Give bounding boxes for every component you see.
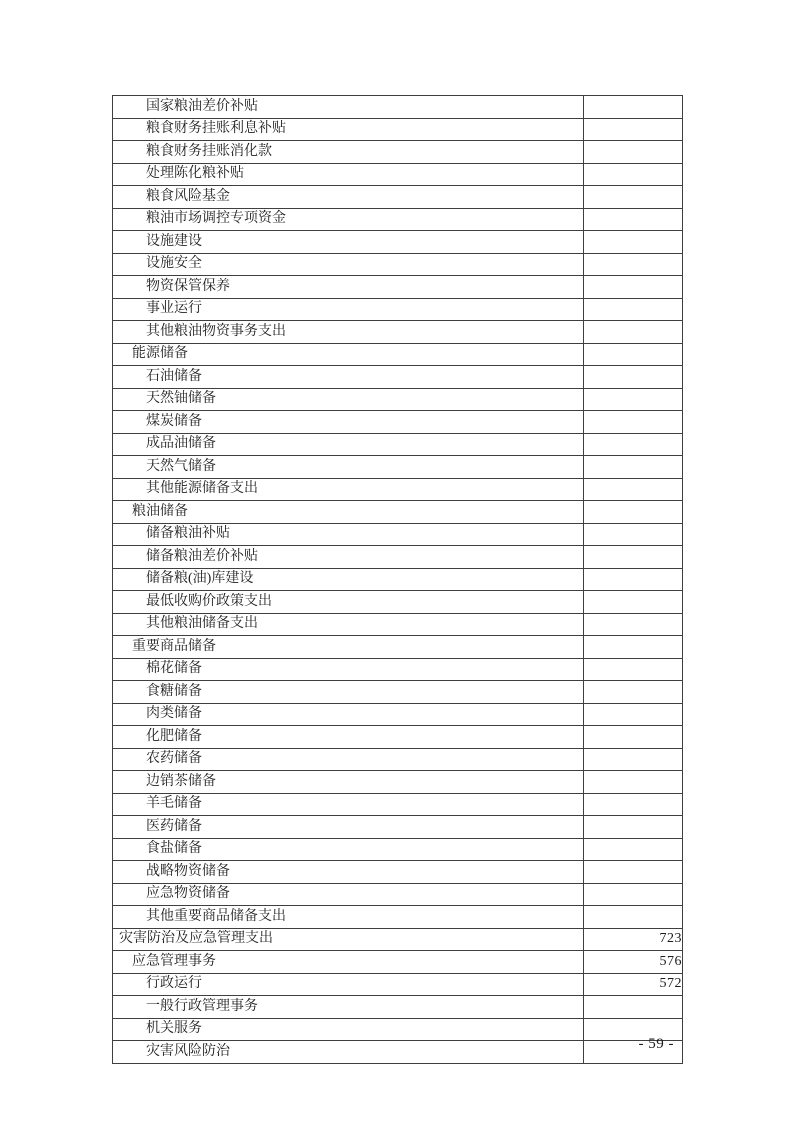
- row-item-label: 粮食风险基金: [113, 186, 584, 209]
- row-item-value: [584, 748, 683, 771]
- row-item-value: [584, 96, 683, 119]
- table-row: [113, 276, 683, 299]
- row-item-value: [584, 658, 683, 681]
- row-item-value: [584, 523, 683, 546]
- row-item-label: 粮食财务挂账利息补贴: [113, 118, 584, 141]
- table-row: [113, 658, 683, 681]
- table-row: [113, 343, 683, 366]
- row-item-value: [584, 613, 683, 636]
- table-row: [113, 186, 683, 209]
- row-item-label: 其他粮油储备支出: [113, 613, 584, 636]
- row-item-label: 粮油储备: [113, 501, 584, 524]
- row-item-value: [584, 816, 683, 839]
- row-item-value: [584, 456, 683, 479]
- table-row: [113, 568, 683, 591]
- row-item-label: 机关服务: [113, 1018, 584, 1041]
- table-row: [113, 883, 683, 906]
- row-item-value: 572: [584, 973, 683, 996]
- table-row: [113, 208, 683, 231]
- table-row: [113, 141, 683, 164]
- table-row: [113, 793, 683, 816]
- table-row: [113, 726, 683, 749]
- row-item-value: 576: [584, 951, 683, 974]
- row-item-value: [584, 883, 683, 906]
- row-item-label: 重要商品储备: [113, 636, 584, 659]
- table-row: [113, 523, 683, 546]
- row-item-label: 国家粮油差价补贴: [113, 96, 584, 119]
- row-item-label: 应急物资储备: [113, 883, 584, 906]
- row-item-value: 723: [584, 928, 683, 951]
- row-item-value: [584, 501, 683, 524]
- row-item-label: 设施建设: [113, 231, 584, 254]
- row-item-label: 储备粮油补贴: [113, 523, 584, 546]
- table-row: [113, 388, 683, 411]
- row-item-label: 天然铀储备: [113, 388, 584, 411]
- table-row: [113, 771, 683, 794]
- row-item-label: 食盐储备: [113, 838, 584, 861]
- row-item-label: 能源储备: [113, 343, 584, 366]
- row-item-value: [584, 861, 683, 884]
- table-row: [113, 861, 683, 884]
- row-item-label: 其他重要商品储备支出: [113, 906, 584, 929]
- row-item-value: [584, 793, 683, 816]
- table-row: [113, 118, 683, 141]
- row-item-value: [584, 478, 683, 501]
- table-row: [113, 96, 683, 119]
- row-item-value: [584, 838, 683, 861]
- table-row: [113, 703, 683, 726]
- row-item-label: 处理陈化粮补贴: [113, 163, 584, 186]
- row-item-label: 天然气储备: [113, 456, 584, 479]
- row-item-label: 行政运行: [113, 973, 584, 996]
- table-row: [113, 433, 683, 456]
- row-item-value: [584, 388, 683, 411]
- table-row: [113, 613, 683, 636]
- row-item-value: [584, 996, 683, 1019]
- row-item-label: 医药储备: [113, 816, 584, 839]
- row-item-label: 石油储备: [113, 366, 584, 389]
- row-item-value: [584, 591, 683, 614]
- table-row: [113, 748, 683, 771]
- table-row: [113, 1018, 683, 1041]
- row-item-label: 储备粮油差价补贴: [113, 546, 584, 569]
- row-item-label: 灾害风险防治: [113, 1041, 584, 1064]
- row-item-value: [584, 231, 683, 254]
- table-row: [113, 996, 683, 1019]
- table-row: [113, 253, 683, 276]
- row-item-label: 成品油储备: [113, 433, 584, 456]
- row-item-label: 一般行政管理事务: [113, 996, 584, 1019]
- row-item-label: 粮食财务挂账消化款: [113, 141, 584, 164]
- row-item-value: [584, 141, 683, 164]
- table-row: [113, 928, 683, 951]
- table-row: [113, 906, 683, 929]
- row-item-value: [584, 546, 683, 569]
- row-item-value: [584, 636, 683, 659]
- row-item-value: [584, 568, 683, 591]
- page-number: - 59 -: [638, 1036, 674, 1052]
- row-item-label: 边销茶储备: [113, 771, 584, 794]
- row-item-label: 煤炭储备: [113, 411, 584, 434]
- row-item-value: [584, 118, 683, 141]
- table-row: [113, 1041, 683, 1064]
- table-row: [113, 163, 683, 186]
- row-item-label: 食糖储备: [113, 681, 584, 704]
- row-item-label: 应急管理事务: [113, 951, 584, 974]
- row-item-label: 羊毛储备: [113, 793, 584, 816]
- table-row: [113, 298, 683, 321]
- row-item-value: [584, 208, 683, 231]
- table-row: [113, 321, 683, 344]
- row-item-label: 战略物资储备: [113, 861, 584, 884]
- row-item-label: 农药储备: [113, 748, 584, 771]
- row-item-label: 物资保管保养: [113, 276, 584, 299]
- row-item-label: 储备粮(油)库建设: [113, 568, 584, 591]
- row-item-label: 棉花储备: [113, 658, 584, 681]
- row-item-value: [584, 906, 683, 929]
- table-row: [113, 411, 683, 434]
- table-row: [113, 478, 683, 501]
- table-row: [113, 231, 683, 254]
- row-item-label: 其他粮油物资事务支出: [113, 321, 584, 344]
- row-item-label: 灾害防治及应急管理支出: [113, 928, 584, 951]
- row-item-label: 化肥储备: [113, 726, 584, 749]
- row-item-label: 最低收购价政策支出: [113, 591, 584, 614]
- table-row: [113, 546, 683, 569]
- row-item-value: [584, 433, 683, 456]
- row-item-value: [584, 298, 683, 321]
- budget-table-body: [113, 96, 683, 1064]
- row-item-value: [584, 253, 683, 276]
- table-row: [113, 816, 683, 839]
- table-row: [113, 636, 683, 659]
- row-item-label: 设施安全: [113, 253, 584, 276]
- row-item-value: [584, 366, 683, 389]
- row-item-label: 事业运行: [113, 298, 584, 321]
- row-item-value: [584, 411, 683, 434]
- row-item-label: 其他能源储备支出: [113, 478, 584, 501]
- table-row: [113, 456, 683, 479]
- row-item-value: [584, 321, 683, 344]
- row-item-value: [584, 681, 683, 704]
- table-row: [113, 591, 683, 614]
- row-item-value: [584, 343, 683, 366]
- table-row: [113, 681, 683, 704]
- table-row: [113, 838, 683, 861]
- row-item-value: [584, 771, 683, 794]
- table-row: [113, 501, 683, 524]
- table-row: [113, 973, 683, 996]
- table-row: [113, 366, 683, 389]
- row-item-value: [584, 276, 683, 299]
- row-item-label: 粮油市场调控专项资金: [113, 208, 584, 231]
- table-row: [113, 951, 683, 974]
- budget-table: [112, 95, 683, 1064]
- row-item-value: [584, 726, 683, 749]
- row-item-value: [584, 186, 683, 209]
- row-item-value: [584, 703, 683, 726]
- row-item-value: [584, 163, 683, 186]
- row-item-label: 肉类储备: [113, 703, 584, 726]
